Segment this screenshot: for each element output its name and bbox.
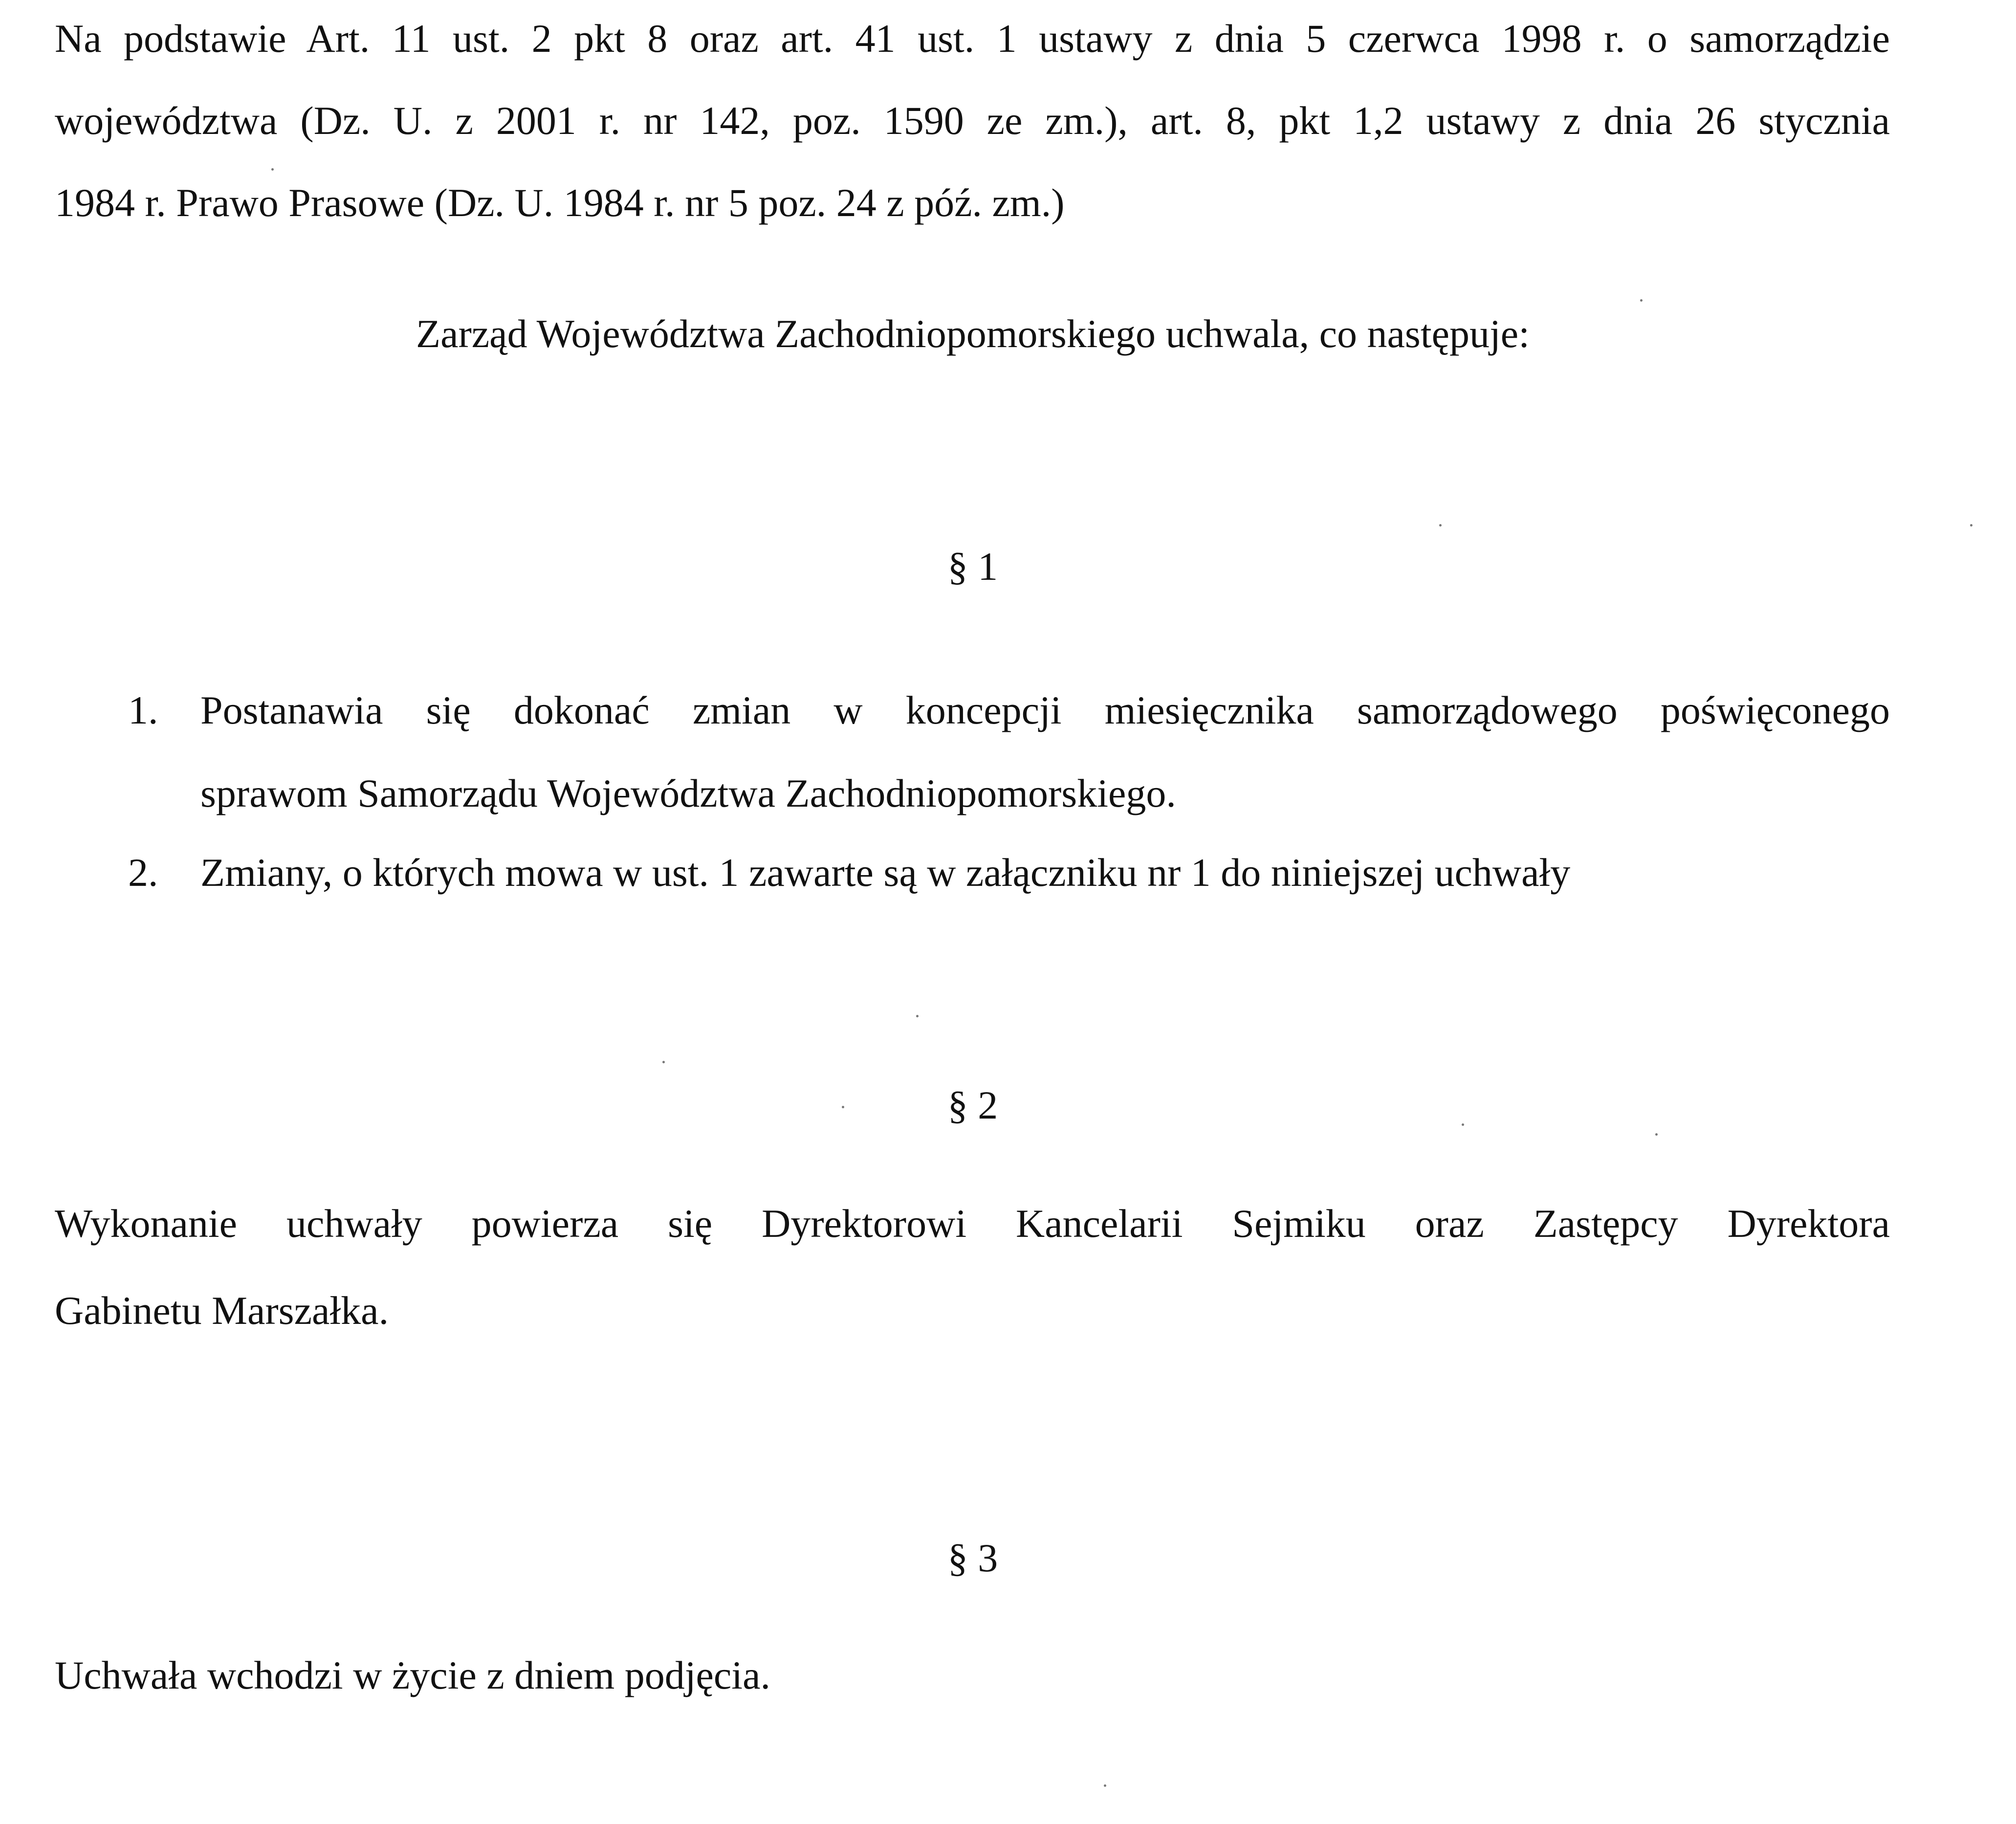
section-3-text: Uchwała wchodzi w życie z dniem podjęcia. [55,1653,770,1697]
scan-speck [1655,1133,1658,1136]
scan-speck [1640,299,1643,302]
scan-speck [1104,1784,1106,1787]
preamble-line-1: Na podstawie Art. 11 ust. 2 pkt 8 oraz art. 41 ust. 1 ustawy z dnia 5 czerwca 1998 r. o samorządzie [55,16,1890,61]
section-2-line-2: Gabinetu Marszałka. [55,1288,389,1333]
preamble-line-2: województwa (Dz. U. z 2001 r. nr 142, poz. 1590 ze zm.), art. 8, pkt 1,2 ustawy z dnia 26 stycznia [55,98,1890,143]
scan-speck [1462,1123,1464,1126]
list-item-1-number: 1. [128,688,158,732]
list-item-2-line-1: Zmiany, o których mowa w ust. 1 zawarte są w załączniku nr 1 do niniejszej uchwały [200,850,1571,895]
scan-speck [842,1106,844,1108]
section-3-heading: § 3 [947,1536,998,1580]
section-2-heading: § 2 [947,1083,998,1127]
scan-speck [271,168,274,171]
section-2-line-1: Wykonanie uchwały powierza się Dyrektorowi Kancelarii Sejmiku oraz Zastępcy Dyrektora [55,1201,1890,1246]
section-1-heading: § 1 [947,544,998,589]
scan-speck [916,1015,919,1017]
list-item-2-number: 2. [128,850,158,895]
preamble-line-3: 1984 r. Prawo Prasowe (Dz. U. 1984 r. nr 5 poz. 24 z póź. zm.) [55,180,1065,225]
scan-speck [1439,524,1442,527]
list-item-1-line-2: sprawom Samorządu Województwa Zachodniopomorskiego. [200,771,1176,815]
scan-speck [662,1061,665,1063]
list-item-1-line-1: Postanawia się dokonać zmian w koncepcji miesięcznika samorządowego poświęconego [200,688,1890,732]
resolution-intro: Zarząd Województwa Zachodniopomorskiego uchwala, co następuje: [416,311,1530,356]
scan-speck [1970,524,1972,527]
